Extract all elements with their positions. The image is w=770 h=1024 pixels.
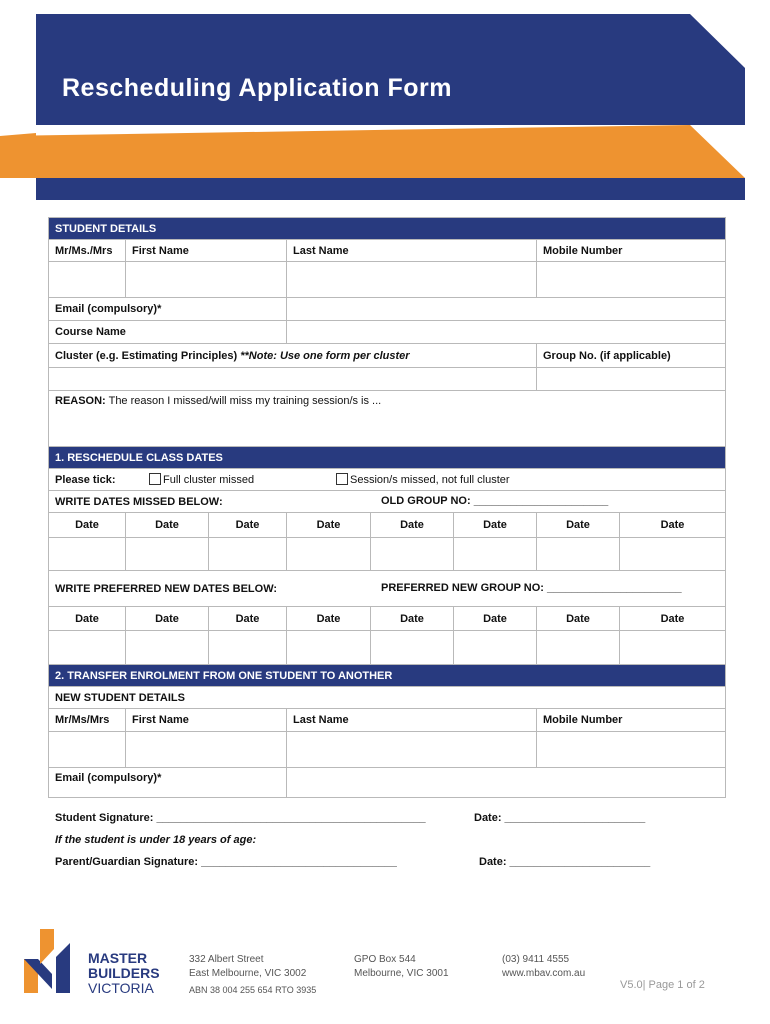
page-number: V5.0| Page 1 of 2: [620, 979, 705, 991]
header-banner: [0, 0, 770, 210]
missed-date-header: Date: [454, 513, 537, 538]
preferred-date-field[interactable]: [126, 631, 209, 665]
reason-field[interactable]: [49, 391, 726, 447]
cluster-label: [49, 344, 537, 368]
session-label: Session/s missed, not full cluster: [350, 474, 510, 486]
title-field[interactable]: [49, 262, 126, 298]
preferred-date-field[interactable]: [537, 631, 620, 665]
missed-date-header: Date: [126, 513, 209, 538]
preferred-date-field[interactable]: [49, 631, 126, 665]
new-first-name-label: First Name: [126, 709, 287, 732]
first-name-label: First Name: [126, 240, 287, 262]
student-signature-line[interactable]: Student Signature: ____________________________________________: [55, 812, 426, 824]
page-title: Rescheduling Application Form: [62, 74, 452, 102]
phone-number: (03) 9411 4555: [502, 954, 570, 965]
date-line-1[interactable]: Date: _______________________: [474, 812, 646, 824]
group-field[interactable]: [537, 368, 726, 391]
contact-info: [502, 953, 585, 981]
new-title-field[interactable]: [49, 732, 126, 768]
preferred-date-header: Date: [49, 607, 126, 631]
new-mobile-field[interactable]: [537, 732, 726, 768]
header-graphic: [0, 0, 770, 210]
last-name-label: Last Name: [287, 240, 537, 262]
missed-date-field[interactable]: [371, 538, 454, 571]
new-student-heading: NEW STUDENT DETAILS: [49, 687, 726, 709]
course-field[interactable]: [287, 321, 726, 344]
please-tick-label: Please tick:: [55, 473, 116, 486]
logo-line-master: MASTER: [88, 950, 148, 966]
master-builders-logo-icon: [24, 929, 80, 993]
po-line-2: Melbourne, VIC 3001: [354, 968, 449, 979]
cluster-note: **Note: Use one form per cluster: [240, 349, 410, 362]
preferred-row: [49, 571, 726, 607]
preferred-date-header: Date: [209, 607, 287, 631]
full-cluster-option[interactable]: [149, 473, 254, 486]
preferred-date-field[interactable]: [287, 631, 371, 665]
new-last-name-label: Last Name: [287, 709, 537, 732]
missed-date-field[interactable]: [454, 538, 537, 571]
title-label: Mr/Ms./Mrs: [49, 240, 126, 262]
first-name-field[interactable]: [126, 262, 287, 298]
mobile-field[interactable]: [537, 262, 726, 298]
missed-date-field[interactable]: [620, 538, 726, 571]
mobile-label: Mobile Number: [537, 240, 726, 262]
logo-line-victoria: VICTORIA: [88, 980, 154, 996]
new-email-field[interactable]: [287, 768, 726, 798]
missed-date-field[interactable]: [126, 538, 209, 571]
po-line-1: GPO Box 544: [354, 954, 416, 965]
preferred-date-header: Date: [454, 607, 537, 631]
missed-date-header: Date: [371, 513, 454, 538]
preferred-date-header: Date: [537, 607, 620, 631]
address-line-1: 332 Albert Street: [189, 954, 264, 965]
email-field[interactable]: [287, 298, 726, 321]
street-address: [189, 953, 306, 981]
new-mobile-label: Mobile Number: [537, 709, 726, 732]
preferred-date-header: Date: [126, 607, 209, 631]
missed-date-header: Date: [287, 513, 371, 538]
missed-date-field[interactable]: [537, 538, 620, 571]
postal-address: [354, 953, 449, 981]
missed-date-field[interactable]: [49, 538, 126, 571]
missed-label: WRITE DATES MISSED BELOW:: [55, 495, 223, 508]
last-name-field[interactable]: [287, 262, 537, 298]
session-checkbox[interactable]: [336, 473, 348, 485]
under-18-note: [55, 834, 256, 846]
old-group-label: OLD GROUP NO: ______________________: [381, 495, 609, 507]
preferred-date-header: Date: [287, 607, 371, 631]
new-title-label: Mr/Ms/Mrs: [49, 709, 126, 732]
abn-rto: ABN 38 004 255 654 RTO 3935: [189, 985, 317, 995]
missed-date-field[interactable]: [209, 538, 287, 571]
preferred-date-header: Date: [620, 607, 726, 631]
under-18-text: If the student is under 18 years of age:: [55, 834, 257, 846]
reason-text: The reason I missed/will miss my training session/s is ...: [108, 395, 382, 407]
address-line-2: East Melbourne, VIC 3002: [189, 968, 307, 979]
missed-date-header: Date: [537, 513, 620, 538]
cluster-label-text: Cluster (e.g. Estimating Principles): [55, 349, 238, 362]
full-cluster-label: Full cluster missed: [163, 474, 255, 486]
section-student-details: STUDENT DETAILS: [49, 218, 726, 240]
missed-row: [49, 491, 726, 513]
missed-date-header: Date: [620, 513, 726, 538]
missed-date-field[interactable]: [287, 538, 371, 571]
email-label: Email (compulsory)*: [49, 298, 287, 321]
full-cluster-checkbox[interactable]: [149, 473, 161, 485]
preferred-date-field[interactable]: [371, 631, 454, 665]
missed-date-header: Date: [49, 513, 126, 538]
new-first-name-field[interactable]: [126, 732, 287, 768]
tick-row: [49, 469, 726, 491]
reason-label: REASON:: [55, 395, 106, 407]
date-line-2[interactable]: Date: _______________________: [479, 856, 651, 868]
group-label: Group No. (if applicable): [537, 344, 726, 368]
section-transfer: 2. TRANSFER ENROLMENT FROM ONE STUDENT TO ANOTHER: [49, 665, 726, 687]
preferred-group-label: PREFERRED NEW GROUP NO: ______________________: [381, 582, 682, 594]
section-reschedule: 1. RESCHEDULE CLASS DATES: [49, 447, 726, 469]
preferred-label: WRITE PREFERRED NEW DATES BELOW:: [55, 582, 278, 595]
course-label: Course Name: [49, 321, 287, 344]
preferred-date-field[interactable]: [620, 631, 726, 665]
website-link[interactable]: www.mbav.com.au: [502, 968, 586, 979]
logo-line-builders: BUILDERS: [88, 965, 160, 981]
parent-signature-line[interactable]: Parent/Guardian Signature: ________________________________: [55, 856, 397, 868]
preferred-date-field[interactable]: [209, 631, 287, 665]
missed-date-header: Date: [209, 513, 287, 538]
logo-wordmark: [88, 951, 160, 996]
cluster-field[interactable]: [49, 368, 537, 391]
session-option[interactable]: [336, 473, 510, 486]
preferred-date-header: Date: [371, 607, 454, 631]
preferred-date-field[interactable]: [454, 631, 537, 665]
new-email-label: Email (compulsory)*: [49, 768, 287, 798]
application-form: [48, 217, 726, 798]
new-last-name-field[interactable]: [287, 732, 537, 768]
